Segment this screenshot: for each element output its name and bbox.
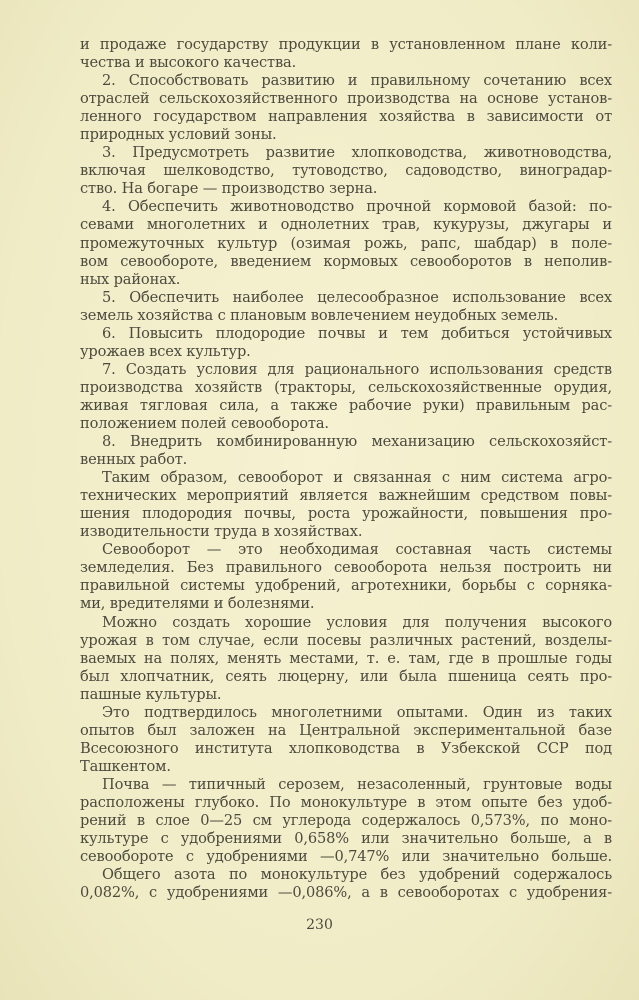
text-line: 3. Предусмотреть развитие хлопководства, животноводства, [102, 144, 612, 162]
text-line: ных районах. [80, 270, 181, 288]
text-line: Общего азота по монокультуре без удобрений содержалось [102, 866, 612, 884]
text-line: технических мероприятий является важнейшим средством повы- [80, 487, 612, 505]
text-line: вом севообороте, введением кормовых севооборотов в неполив- [80, 252, 612, 270]
text-line: 8. Внедрить комбинированную механизацию сельскохозяйст- [102, 433, 612, 451]
text-line: ваемых на полях, менять местами, т. е. там, где в прошлые годы [80, 649, 612, 667]
text-line: Севооборот — это необходимая составная часть системы [102, 541, 612, 559]
text-line: Почва — типичный серозем, незасоленный, грунтовые воды [102, 775, 612, 793]
text-line: 6. Повысить плодородие почвы и тем добиться устойчивых [102, 324, 612, 342]
text-line: 4. Обеспечить животноводство прочной кормовой базой: по- [102, 198, 612, 216]
text-line: севообороте с удобрениями —0,747% или значительно больше. [80, 848, 612, 866]
text-line: ленного государством направления хозяйства в зависимости от [80, 108, 612, 126]
text-line: опытов был заложен на Центральной экспериментальной базе [80, 721, 612, 739]
text-line: включая шелководство, тутоводство, садоводство, виноградар- [80, 162, 612, 180]
text-line: Таким образом, севооборот и связанная с ним система агро- [102, 469, 612, 487]
text-line: рений в слое 0—25 см углерода содержалось 0,573%, по моно- [80, 812, 612, 830]
text-line: отраслей сельскохозяйственного производства на основе установ- [80, 90, 612, 108]
text-line: Это подтвердилось многолетними опытами. Один из таких [102, 703, 612, 721]
text-line: урожая в том случае, если посевы различных растений, возделы- [80, 631, 612, 649]
body-text [80, 36, 612, 902]
text-line: 5. Обеспечить наиболее целесообразное использование всех [102, 288, 612, 306]
text-line: был хлопчатник, сеять люцерну, или была пшеница сеять про- [80, 667, 612, 685]
text-line: шения плодородия почвы, роста урожайности, повышения про- [80, 505, 612, 523]
text-line: 0,082%, с удобрениями —0,086%, а в севооборотах с удобрения- [80, 884, 612, 902]
text-line: положением полей севооборота. [80, 414, 329, 432]
text-line: земледелия. Без правильного севооборота нельзя построить ни [80, 559, 612, 577]
text-line: земель хозяйства с плановым вовлечением неудобных земель. [80, 306, 559, 324]
text-line: природных условий зоны. [80, 126, 277, 144]
text-line: 2. Способствовать развитию и правильному сочетанию всех [102, 72, 612, 90]
text-line: правильной системы удобрений, агротехники, борьбы с сорняка- [80, 577, 612, 595]
text-line: пашные культуры. [80, 685, 222, 703]
text-line: венных работ. [80, 451, 188, 469]
text-line: Всесоюзного института хлопководства в Узбекской ССР под [80, 739, 612, 757]
text-line: ство. На богаре — производство зерна. [80, 180, 378, 198]
text-line: Можно создать хорошие условия для получения высокого [102, 613, 612, 631]
text-line: севами многолетних и однолетних трав, кукурузы, джугары и [80, 216, 612, 234]
text-line: и продаже государству продукции в установленном плане коли- [80, 36, 612, 53]
text-line: изводительности труда в хозяйствах. [80, 523, 363, 541]
text-line: Ташкентом. [80, 757, 171, 775]
text-line: производства хозяйств (тракторы, сельскохозяйственные орудия, [80, 378, 612, 396]
text-line: промежуточных культур (озимая рожь, рапс, шабдар) в поле- [80, 234, 612, 252]
text-line: расположены глубоко. По монокультуре в этом опыте без удоб- [80, 793, 612, 811]
text-line: урожаев всех культур. [80, 342, 251, 360]
text-line: чества и высокого качества. [80, 54, 297, 72]
text-line: ми, вредителями и болезнями. [80, 595, 315, 613]
text-line: живая тягловая сила, а также рабочие руки) правильным рас- [80, 396, 612, 414]
page-number: 230 [306, 917, 333, 933]
text-line: 7. Создать условия для рационального использования средств [102, 360, 612, 378]
text-line: культуре с удобрениями 0,658% или значительно больше, а в [80, 830, 612, 848]
